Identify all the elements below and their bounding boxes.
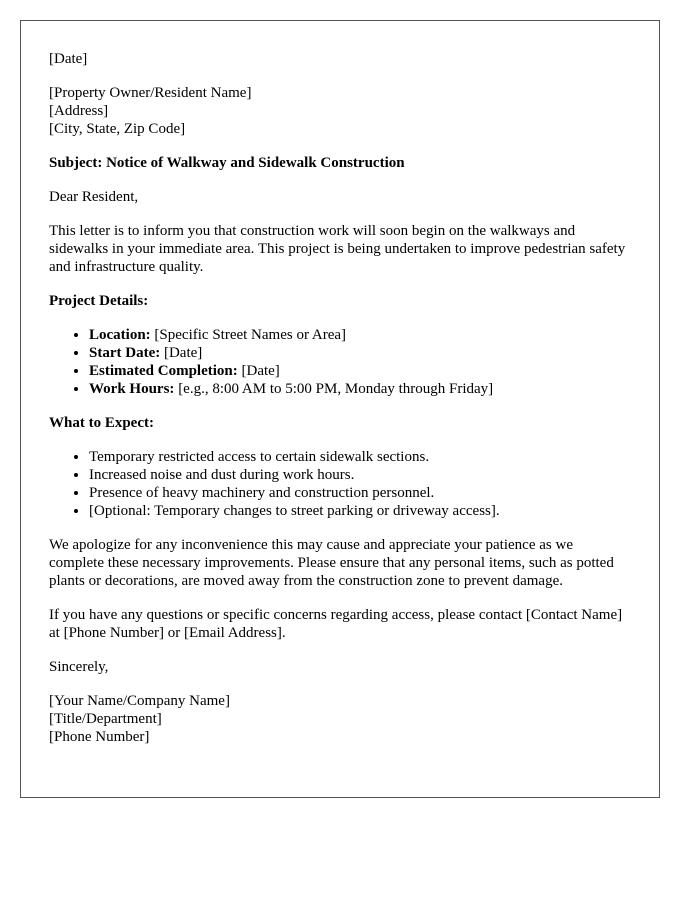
recipient-name: [Property Owner/Resident Name] [49, 85, 252, 101]
detail-value: [Specific Street Names or Area] [150, 327, 347, 343]
letter-subject: Subject: Notice of Walkway and Sidewalk Construction [49, 155, 405, 171]
recipient-address: [Address] [49, 103, 109, 119]
detail-label: Location: [89, 327, 151, 343]
salutation: Dear Resident, [49, 189, 139, 205]
list-item [89, 344, 631, 362]
list-item [89, 380, 631, 398]
letter-date: [Date] [49, 51, 88, 67]
what-to-expect-list [49, 448, 631, 520]
recipient-block [49, 84, 631, 138]
detail-label: Start Date: [89, 345, 161, 361]
recipient-city-state-zip: [City, State, Zip Code] [49, 121, 186, 137]
project-details-heading: Project Details: [49, 293, 149, 309]
list-item [89, 326, 631, 344]
signature-phone: [Phone Number] [49, 729, 150, 745]
letter-document [20, 20, 660, 798]
project-details-list [49, 326, 631, 398]
detail-value: [Date] [160, 345, 203, 361]
date-line [49, 50, 631, 68]
what-to-expect-heading: What to Expect: [49, 415, 154, 431]
apology-paragraph: We apologize for any inconvenience this may cause and appreciate your patience as we complete these necessary improvements. Please ensure that any personal items, such as potted plants or decorations, are moved away from the construction zone to prevent damage. [49, 537, 614, 589]
list-item: • [Optional: Temporary changes to street parking or driveway access]. [89, 502, 631, 520]
detail-value: [e.g., 8:00 AM to 5:00 PM, Monday through Friday] [174, 381, 494, 397]
signature-title: [Title/Department] [49, 711, 162, 727]
contact-paragraph: If you have any questions or specific concerns regarding access, please contact [Contact Name] at [Phone Number] or [Email Address]. [49, 607, 623, 641]
detail-label: Work Hours: [89, 381, 175, 397]
list-item [89, 362, 631, 380]
signature-name: [Your Name/Company Name] [49, 693, 230, 709]
list-item: • Increased noise and dust during work hours. [89, 466, 631, 484]
closing: Sincerely, [49, 659, 109, 675]
detail-value: [Date] [237, 363, 280, 379]
signature-block [49, 692, 631, 746]
list-item: • Presence of heavy machinery and construction personnel. [89, 484, 631, 502]
intro-paragraph: This letter is to inform you that construction work will soon begin on the walkways and sidewalks in your immediate area. This project is being undertaken to improve pedestrian safety and infrastructure quality. [49, 223, 626, 275]
list-item: • Temporary restricted access to certain sidewalk sections. [89, 448, 631, 466]
detail-label: Estimated Completion: [89, 363, 238, 379]
